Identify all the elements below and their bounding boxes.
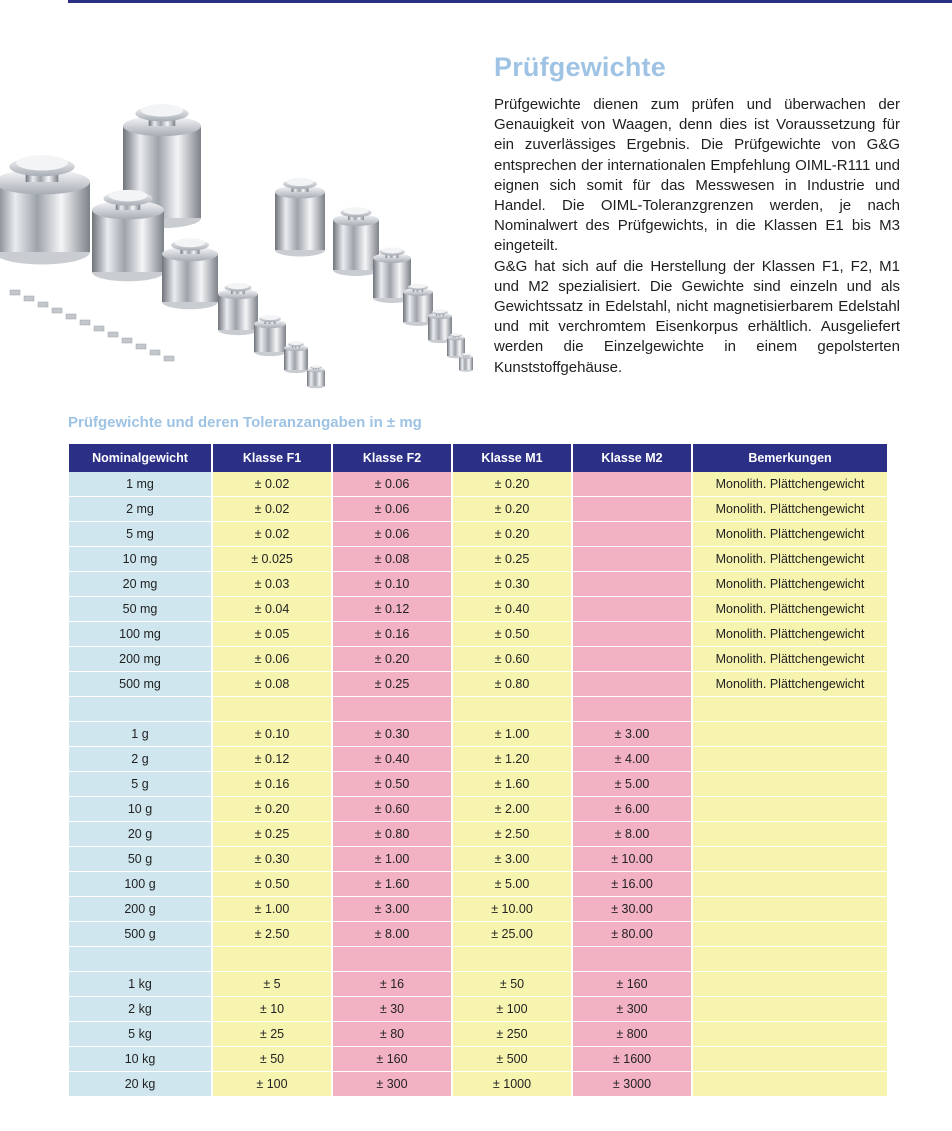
- table-row: [69, 922, 887, 947]
- cell-remarks: Monolith. Plättchengewicht: [693, 497, 887, 522]
- cell-class-m1: ± 3.00: [453, 847, 571, 872]
- table-row: [69, 472, 887, 497]
- cell-class-f1: ± 1.00: [213, 897, 331, 922]
- cell-class-f2: [333, 947, 451, 972]
- cell-nominal: 10 g: [69, 797, 211, 822]
- cell-class-m2: ± 300: [573, 997, 691, 1022]
- cell-class-m2: [573, 547, 691, 572]
- cell-class-f1: ± 0.02: [213, 497, 331, 522]
- cell-class-m1: ± 1.60: [453, 772, 571, 797]
- cell-class-m2: ± 8.00: [573, 822, 691, 847]
- cell-nominal: 500 mg: [69, 672, 211, 697]
- cell-class-f1: ± 100: [213, 1072, 331, 1097]
- cell-remarks: [693, 772, 887, 797]
- table-title: Prüfgewichte und deren Toleranzangaben in ± mg: [68, 414, 422, 431]
- col-header-class-m2: Klasse M2: [573, 444, 691, 472]
- intro-paragraph: G&G hat sich auf die Herstellung der Klassen F1, F2, M1 und M2 spezialisiert. Die Gewichte sind einzeln und als Gewichtssatz in Edelstahl, nicht magnetisierbarem Edelstahl und mit verchromtem Eisenkorpus erhältlich. Ausgeliefert werden die Einzelgewichte in einem gepolsterten Kunststoffgehäuse.: [494, 257, 900, 376]
- cell-class-m2: [573, 647, 691, 672]
- cell-class-m2: ± 80.00: [573, 922, 691, 947]
- cell-class-m1: ± 0.40: [453, 597, 571, 622]
- table-row: [69, 772, 887, 797]
- cell-remarks: Monolith. Plättchengewicht: [693, 572, 887, 597]
- cell-remarks: [693, 722, 887, 747]
- cell-nominal: 1 mg: [69, 472, 211, 497]
- cell-nominal: 5 kg: [69, 1022, 211, 1047]
- cell-class-m2: ± 16.00: [573, 872, 691, 897]
- cell-class-m2: ± 160: [573, 972, 691, 997]
- cell-remarks: [693, 872, 887, 897]
- cell-class-m1: ± 0.60: [453, 647, 571, 672]
- cell-class-m1: ± 100: [453, 997, 571, 1022]
- table-row: [69, 722, 887, 747]
- cell-class-f1: ± 0.02: [213, 522, 331, 547]
- cell-nominal: 1 kg: [69, 972, 211, 997]
- cell-class-m1: ± 1.00: [453, 722, 571, 747]
- cell-class-f2: ± 80: [333, 1022, 451, 1047]
- cell-remarks: [693, 1022, 887, 1047]
- table-row: [69, 622, 887, 647]
- cell-nominal: 20 g: [69, 822, 211, 847]
- top-rule: [68, 0, 952, 3]
- cell-class-m1: ± 50: [453, 972, 571, 997]
- cell-class-f1: ± 10: [213, 997, 331, 1022]
- cell-remarks: [693, 922, 887, 947]
- tolerance-table: [67, 444, 889, 1097]
- table-row: [69, 697, 887, 722]
- cell-class-m1: [453, 947, 571, 972]
- cell-class-m2: [573, 597, 691, 622]
- cell-remarks: Monolith. Plättchengewicht: [693, 672, 887, 697]
- table-row: [69, 672, 887, 697]
- table-row: [69, 522, 887, 547]
- cell-class-m1: ± 2.50: [453, 822, 571, 847]
- cell-class-m2: ± 800: [573, 1022, 691, 1047]
- cell-class-m1: ± 0.20: [453, 497, 571, 522]
- cell-class-f2: ± 0.16: [333, 622, 451, 647]
- cell-class-m1: ± 25.00: [453, 922, 571, 947]
- col-header-class-f1: Klasse F1: [213, 444, 331, 472]
- cell-nominal: 5 mg: [69, 522, 211, 547]
- cell-class-f1: ± 50: [213, 1047, 331, 1072]
- cell-class-m1: ± 2.00: [453, 797, 571, 822]
- intro-paragraph: Prüfgewichte dienen zum prüfen und überwachen der Genauigkeit von Waagen, denn dies ist Voraussetzung für ein zuverlässiges Ergebnis. Die Prüfgewichte von G&G entsprechen der internationalen Empfehlung OIML-R111 und eignen sich somit für das Messwesen in Industrie und Handel. Die OIML-Toleranzgrenzen werden, je nach Nominalwert des Prüfgewichts, in die Klassen E1 bis M3 eingeteilt.: [494, 96, 900, 255]
- cell-remarks: [693, 1072, 887, 1097]
- cell-nominal: 10 mg: [69, 547, 211, 572]
- cell-class-m1: ± 500: [453, 1047, 571, 1072]
- cell-class-f1: [213, 947, 331, 972]
- cell-class-f2: ± 160: [333, 1047, 451, 1072]
- cell-remarks: [693, 847, 887, 872]
- table-row: [69, 497, 887, 522]
- cell-class-f2: ± 0.06: [333, 522, 451, 547]
- cell-remarks: Monolith. Plättchengewicht: [693, 647, 887, 672]
- cell-class-f2: ± 0.60: [333, 797, 451, 822]
- cell-class-f2: ± 0.08: [333, 547, 451, 572]
- cell-class-f1: ± 0.30: [213, 847, 331, 872]
- cell-class-f2: ± 0.50: [333, 772, 451, 797]
- cell-class-f2: ± 300: [333, 1072, 451, 1097]
- cell-class-m2: ± 30.00: [573, 897, 691, 922]
- cell-class-f2: ± 0.80: [333, 822, 451, 847]
- cell-class-f2: ± 30: [333, 997, 451, 1022]
- cell-remarks: [693, 997, 887, 1022]
- table-row: [69, 597, 887, 622]
- cell-class-f2: ± 0.06: [333, 497, 451, 522]
- cell-class-f2: ± 3.00: [333, 897, 451, 922]
- cell-class-m2: [573, 947, 691, 972]
- cell-class-m2: ± 5.00: [573, 772, 691, 797]
- cell-class-f2: ± 0.12: [333, 597, 451, 622]
- cell-class-f1: ± 0.25: [213, 822, 331, 847]
- cell-class-m1: ± 0.80: [453, 672, 571, 697]
- cell-class-f1: ± 0.06: [213, 647, 331, 672]
- cell-class-m2: ± 6.00: [573, 797, 691, 822]
- cell-nominal: 50 mg: [69, 597, 211, 622]
- cell-class-m1: ± 1000: [453, 1072, 571, 1097]
- cell-remarks: Monolith. Plättchengewicht: [693, 622, 887, 647]
- table-row: [69, 547, 887, 572]
- cell-remarks: [693, 1047, 887, 1072]
- cell-remarks: Monolith. Plättchengewicht: [693, 472, 887, 497]
- intro-text: [494, 95, 900, 378]
- cell-class-m2: ± 3000: [573, 1072, 691, 1097]
- cell-nominal: 2 kg: [69, 997, 211, 1022]
- cell-class-f2: ± 0.06: [333, 472, 451, 497]
- cell-class-f2: ± 0.20: [333, 647, 451, 672]
- cell-class-m2: [573, 622, 691, 647]
- table-row: [69, 972, 887, 997]
- page-title: Prüfgewichte: [494, 52, 666, 82]
- cell-class-m1: ± 250: [453, 1022, 571, 1047]
- cell-remarks: [693, 697, 887, 722]
- cell-class-f1: ± 0.20: [213, 797, 331, 822]
- cell-class-m2: ± 10.00: [573, 847, 691, 872]
- cell-remarks: Monolith. Plättchengewicht: [693, 547, 887, 572]
- cell-remarks: [693, 797, 887, 822]
- cell-nominal: 20 mg: [69, 572, 211, 597]
- table-row: [69, 872, 887, 897]
- cell-class-m2: [573, 672, 691, 697]
- cell-nominal: 200 g: [69, 897, 211, 922]
- cell-class-m2: ± 1600: [573, 1047, 691, 1072]
- table-row: [69, 997, 887, 1022]
- cell-remarks: Monolith. Plättchengewicht: [693, 522, 887, 547]
- cell-remarks: [693, 972, 887, 997]
- table-row: [69, 822, 887, 847]
- cell-class-f2: ± 0.25: [333, 672, 451, 697]
- col-header-remarks: Bemerkungen: [693, 444, 887, 472]
- cell-nominal: 2 mg: [69, 497, 211, 522]
- cell-nominal: 2 g: [69, 747, 211, 772]
- cell-class-m1: ± 5.00: [453, 872, 571, 897]
- cell-class-f1: ± 0.05: [213, 622, 331, 647]
- cell-class-f2: ± 1.60: [333, 872, 451, 897]
- col-header-class-f2: Klasse F2: [333, 444, 451, 472]
- table-row: [69, 947, 887, 972]
- table-row: [69, 1072, 887, 1097]
- cell-class-f1: ± 0.50: [213, 872, 331, 897]
- cell-class-f1: ± 0.02: [213, 472, 331, 497]
- cell-class-m2: [573, 497, 691, 522]
- cell-class-m2: [573, 697, 691, 722]
- cell-nominal: 100 mg: [69, 622, 211, 647]
- cell-class-f1: ± 2.50: [213, 922, 331, 947]
- cell-class-f1: ± 0.04: [213, 597, 331, 622]
- cell-nominal: 500 g: [69, 922, 211, 947]
- cell-class-f2: ± 0.10: [333, 572, 451, 597]
- cell-class-f2: ± 1.00: [333, 847, 451, 872]
- cell-class-m1: ± 0.20: [453, 472, 571, 497]
- cell-class-m1: ± 1.20: [453, 747, 571, 772]
- cell-class-m1: ± 10.00: [453, 897, 571, 922]
- table-row: [69, 847, 887, 872]
- cell-class-m1: ± 0.20: [453, 522, 571, 547]
- table-header-row: [69, 444, 887, 472]
- test-weights-photo: [0, 40, 480, 400]
- cell-nominal: 200 mg: [69, 647, 211, 672]
- cell-class-m1: ± 0.25: [453, 547, 571, 572]
- table-row: [69, 897, 887, 922]
- table-row: [69, 1022, 887, 1047]
- table-row: [69, 572, 887, 597]
- cell-class-m2: [573, 572, 691, 597]
- cell-remarks: Monolith. Plättchengewicht: [693, 597, 887, 622]
- cell-class-f1: ± 0.08: [213, 672, 331, 697]
- cell-class-m2: ± 3.00: [573, 722, 691, 747]
- cell-nominal: 10 kg: [69, 1047, 211, 1072]
- cell-remarks: [693, 747, 887, 772]
- cell-nominal: 50 g: [69, 847, 211, 872]
- cell-class-f2: ± 8.00: [333, 922, 451, 947]
- cell-class-f1: ± 0.16: [213, 772, 331, 797]
- cell-class-f2: ± 0.30: [333, 722, 451, 747]
- cell-nominal: 5 g: [69, 772, 211, 797]
- cell-class-f2: ± 0.40: [333, 747, 451, 772]
- cell-class-m2: [573, 522, 691, 547]
- cell-nominal: [69, 947, 211, 972]
- cell-class-m1: [453, 697, 571, 722]
- table-row: [69, 797, 887, 822]
- cell-class-m2: ± 4.00: [573, 747, 691, 772]
- col-header-class-m1: Klasse M1: [453, 444, 571, 472]
- cell-class-f1: ± 25: [213, 1022, 331, 1047]
- cell-nominal: 20 kg: [69, 1072, 211, 1097]
- cell-class-m1: ± 0.30: [453, 572, 571, 597]
- col-header-nominal: Nominalgewicht: [69, 444, 211, 472]
- cell-class-f1: ± 5: [213, 972, 331, 997]
- cell-remarks: [693, 897, 887, 922]
- table-row: [69, 647, 887, 672]
- cell-class-f1: ± 0.03: [213, 572, 331, 597]
- cell-nominal: [69, 697, 211, 722]
- cell-class-f2: ± 16: [333, 972, 451, 997]
- cell-class-f1: ± 0.10: [213, 722, 331, 747]
- cell-remarks: [693, 947, 887, 972]
- cell-class-m2: [573, 472, 691, 497]
- cell-class-f1: ± 0.025: [213, 547, 331, 572]
- table-row: [69, 747, 887, 772]
- table-body: [69, 472, 887, 1097]
- cell-class-m1: ± 0.50: [453, 622, 571, 647]
- cell-nominal: 100 g: [69, 872, 211, 897]
- table-row: [69, 1047, 887, 1072]
- cell-nominal: 1 g: [69, 722, 211, 747]
- cell-class-f2: [333, 697, 451, 722]
- cell-class-f1: ± 0.12: [213, 747, 331, 772]
- cell-class-f1: [213, 697, 331, 722]
- cell-remarks: [693, 822, 887, 847]
